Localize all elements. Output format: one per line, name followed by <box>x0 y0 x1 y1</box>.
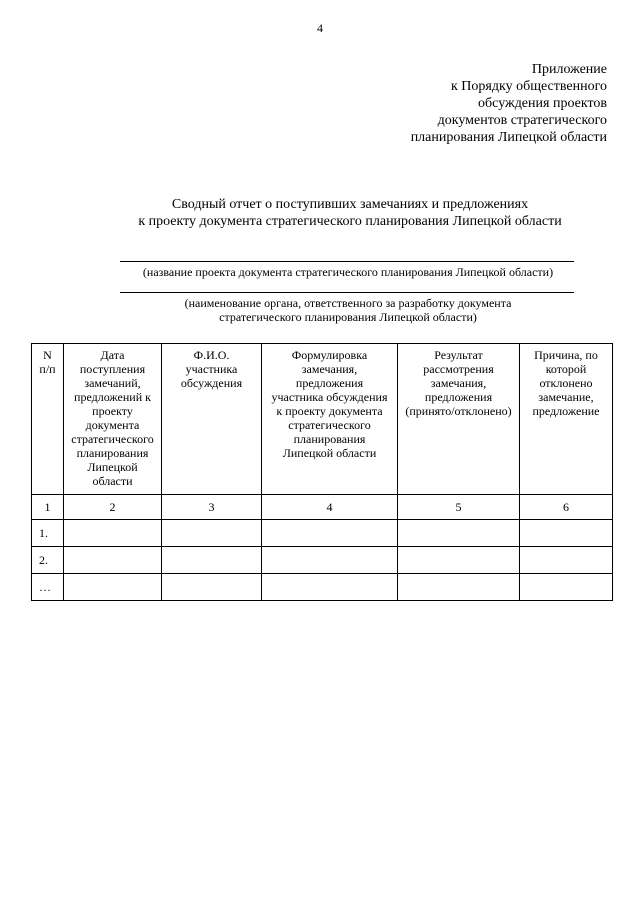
column-number: 2 <box>64 495 162 520</box>
project-name-blank-line <box>120 261 574 262</box>
appendix-block <box>411 61 607 146</box>
row-number: 2. <box>32 547 64 574</box>
appendix-line: к Порядку общественного <box>451 79 607 94</box>
header-number: N п/п <box>32 344 64 495</box>
caption-line: стратегического планирования Липецкой области) <box>219 310 477 324</box>
table-row <box>32 520 613 547</box>
title-line: Сводный отчет о поступивших замечаниях и предложениях <box>171 197 529 212</box>
table-cell <box>398 520 520 547</box>
row-number: 1. <box>32 520 64 547</box>
title-line: к проекту документа стратегического планирования Липецкой области <box>138 214 562 229</box>
appendix-line: обсуждения проектов <box>478 96 607 111</box>
table-cell <box>520 547 613 574</box>
table-header-row <box>32 344 613 495</box>
column-number-row <box>32 495 613 520</box>
appendix-line: документов стратегического <box>437 113 607 128</box>
table-cell <box>64 547 162 574</box>
appendix-line: Приложение <box>531 62 607 77</box>
column-number: 6 <box>520 495 613 520</box>
table-cell <box>162 574 262 601</box>
document-title <box>0 196 640 230</box>
report-table <box>31 343 613 601</box>
header-date: Дата поступления замечаний, предложений к проекту документа стратегического планирования Липецкой области <box>64 344 162 495</box>
column-number: 5 <box>398 495 520 520</box>
table-cell <box>64 574 162 601</box>
table-cell <box>262 520 398 547</box>
table-row <box>32 547 613 574</box>
column-number: 3 <box>162 495 262 520</box>
row-number: … <box>32 574 64 601</box>
header-result: Результат рассмотрения замечания, предложения (принято/отклонено) <box>398 344 520 495</box>
table-cell <box>520 520 613 547</box>
project-name-caption <box>0 265 640 279</box>
header-participant-name: Ф.И.О. участника обсуждения <box>162 344 262 495</box>
column-number: 4 <box>262 495 398 520</box>
table-cell <box>398 574 520 601</box>
organ-name-caption <box>0 296 640 324</box>
organ-name-blank-line <box>120 292 574 293</box>
column-number: 1 <box>32 495 64 520</box>
page-number: 4 <box>317 21 323 35</box>
header-reason: Причина, по которой отклонено замечание, предложение <box>520 344 613 495</box>
table-cell <box>398 547 520 574</box>
table-cell <box>64 520 162 547</box>
caption-line: (название проекта документа стратегического планирования Липецкой области) <box>142 265 554 279</box>
appendix-line: планирования Липецкой области <box>410 130 607 145</box>
caption-line: (наименование органа, ответственного за разработку документа <box>184 296 512 310</box>
table-cell <box>262 574 398 601</box>
table-cell <box>162 520 262 547</box>
table-cell <box>162 547 262 574</box>
table-cell <box>262 547 398 574</box>
table-row <box>32 574 613 601</box>
header-formulation: Формулировка замечания, предложения участника обсуждения к проекту документа стратегического планирования Липецкой области <box>262 344 398 495</box>
table-cell <box>520 574 613 601</box>
